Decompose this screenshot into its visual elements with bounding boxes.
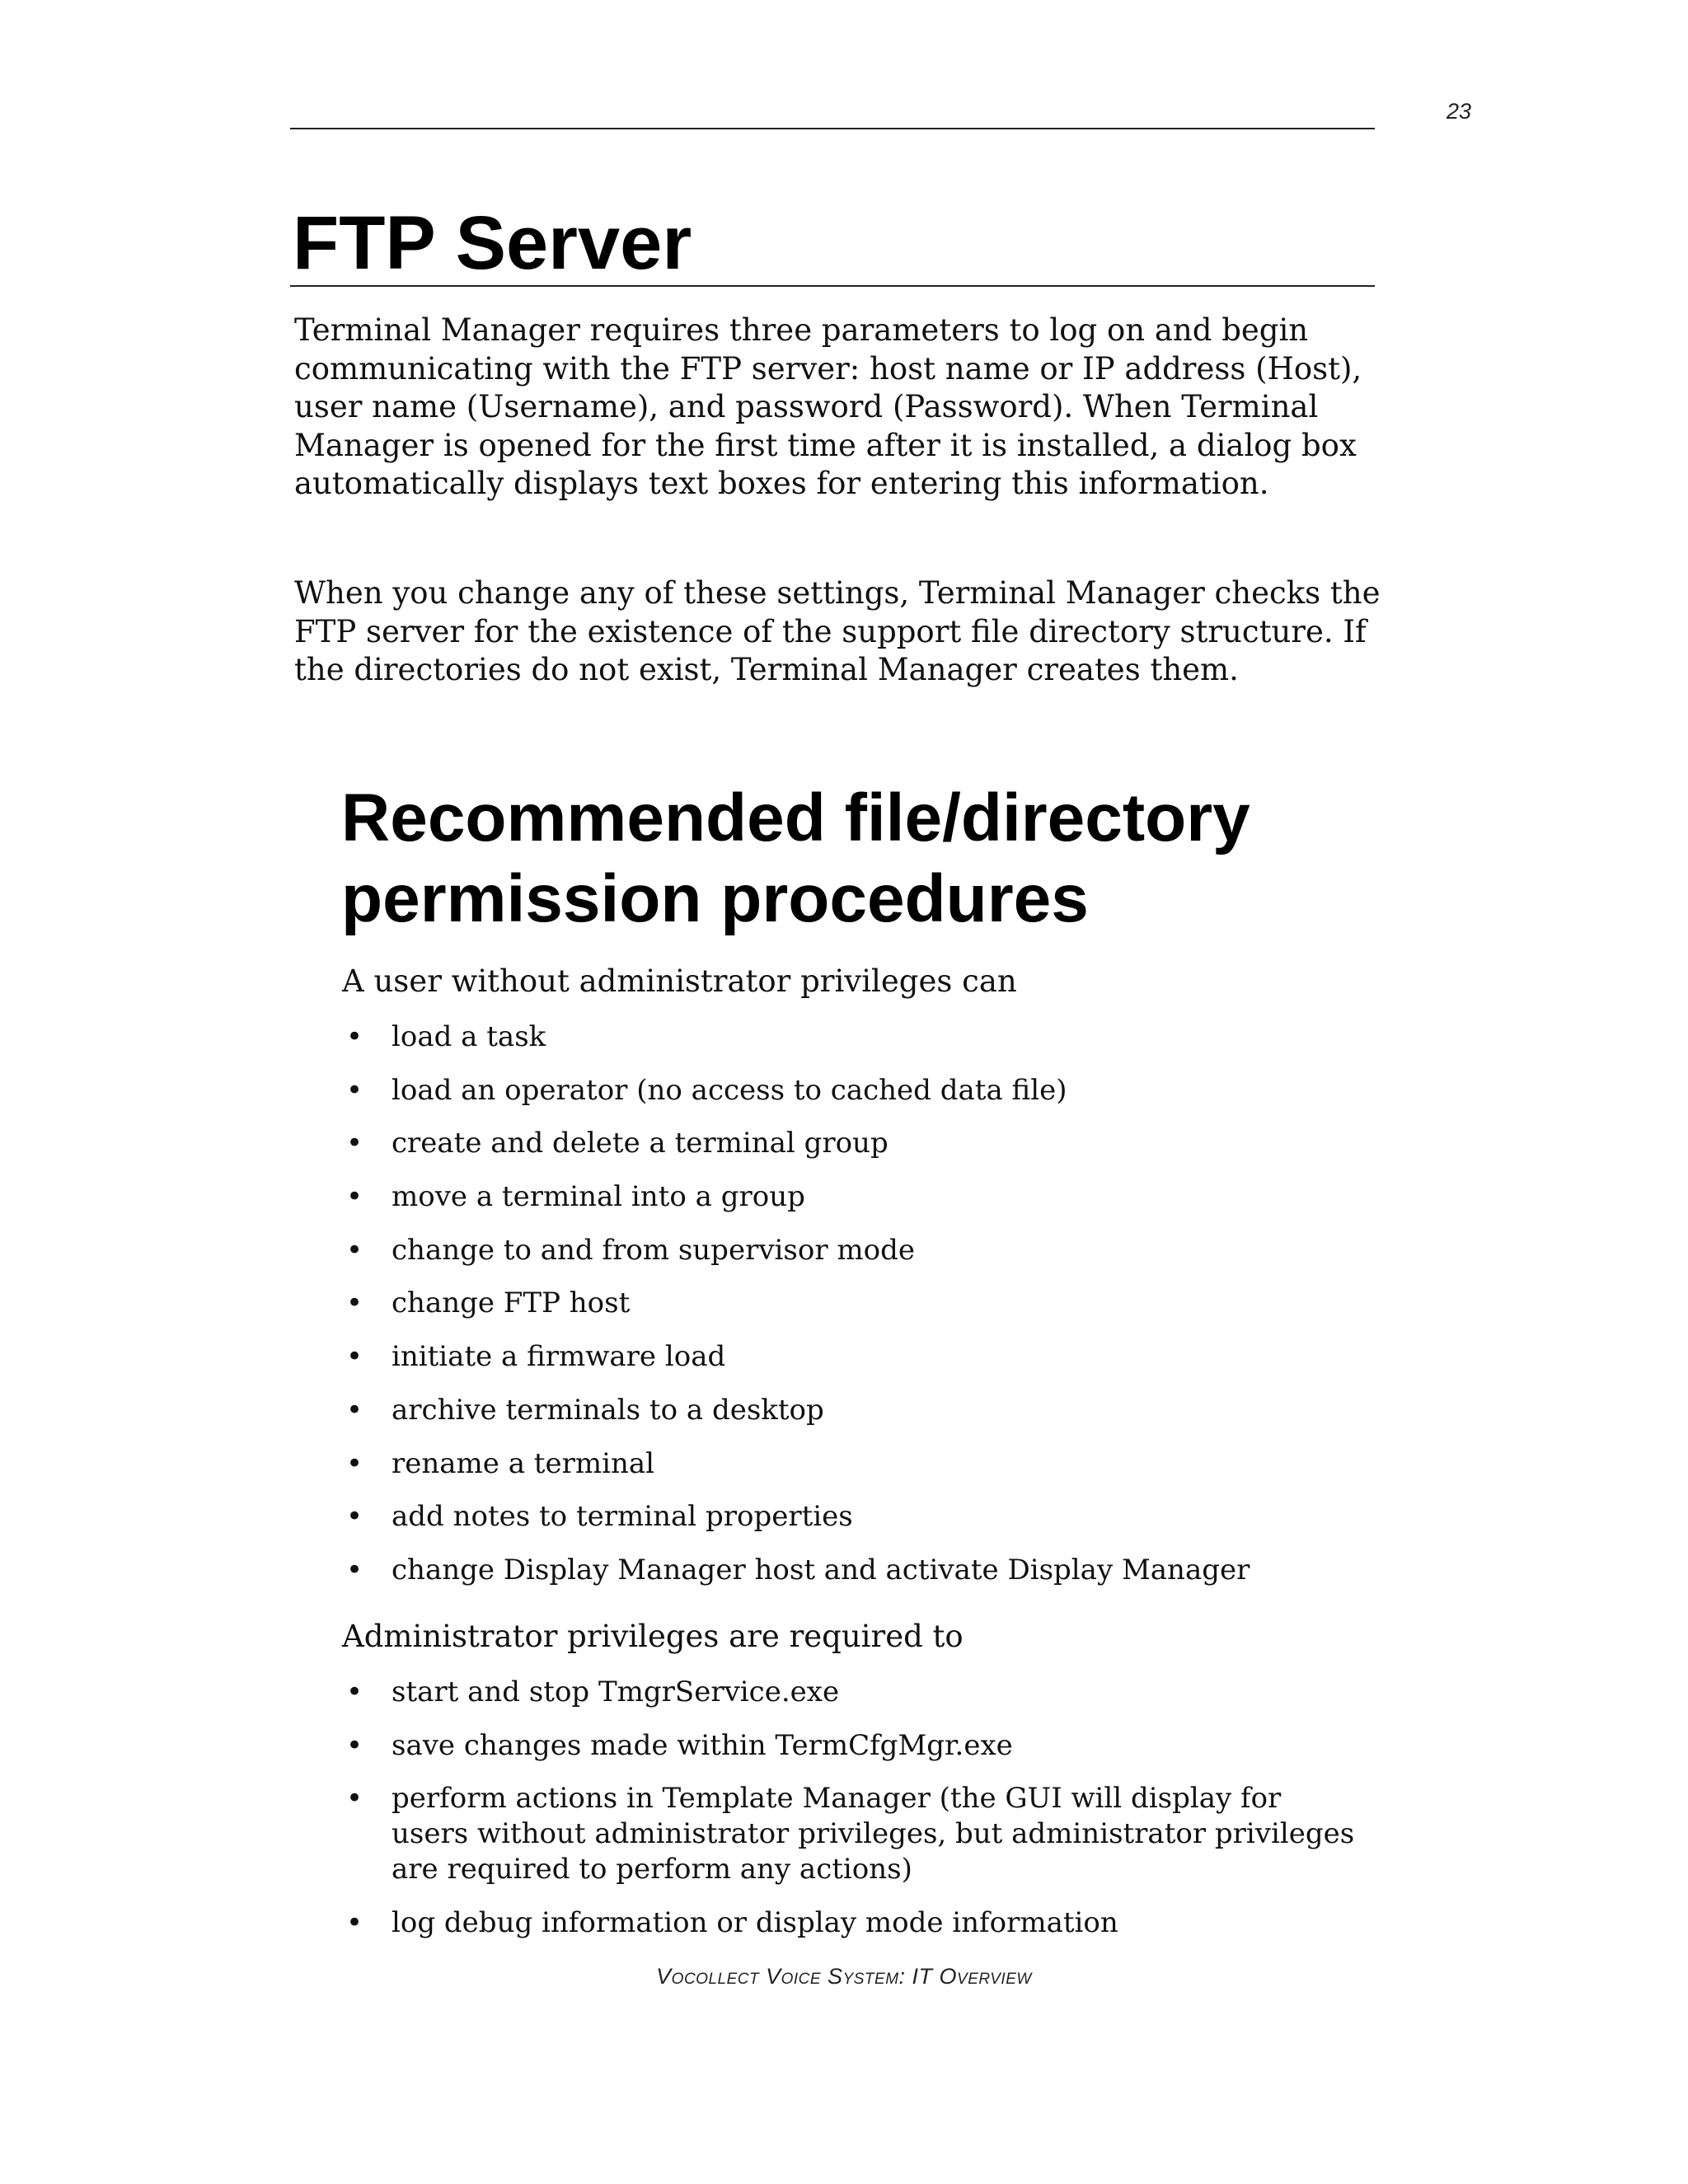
- intro-paragraph: Terminal Manager requires three parameters to log on and begin communicating with the FTP server: host name or IP address (Host), user name (Username), and password (Password). When Terminal Manager is opened for the first time after it is installed, a dialog box automatically displays text boxes for entering this information.: [294, 312, 1362, 501]
- list-item: [342, 1553, 1364, 1588]
- list-item-text: change Display Manager host and activate Display Manager: [392, 1553, 1250, 1586]
- list-item: [342, 1179, 1364, 1215]
- admin-list: [342, 1675, 1364, 1959]
- list-item: [342, 1728, 1364, 1764]
- bullet-icon: •: [346, 1020, 363, 1053]
- list-item-text: add notes to terminal properties: [392, 1500, 853, 1534]
- list-item-text: load an operator (no access to cached data file): [392, 1073, 1067, 1107]
- bullet-icon: •: [346, 1127, 363, 1160]
- bullet-icon: •: [346, 1180, 363, 1214]
- header-rule: [290, 128, 1375, 129]
- list-item: [342, 1905, 1364, 1941]
- list-item-text: initiate a firmware load: [392, 1340, 726, 1374]
- list-item: [342, 1233, 1364, 1268]
- non-admin-lead: A user without administrator privileges can: [342, 963, 1017, 999]
- non-admin-list: [342, 1019, 1364, 1606]
- list-item-text: change to and from supervisor mode: [392, 1233, 915, 1267]
- list-item-text: load a task: [392, 1020, 546, 1053]
- bullet-icon: •: [346, 1728, 363, 1762]
- list-item-text: start and stop TmgrService.exe: [392, 1675, 840, 1708]
- bullet-icon: •: [346, 1340, 363, 1374]
- settings-paragraph: When you change any of these settings, Terminal Manager checks the FTP server for the existence of the support file directory structure. If the directories do not exist, Terminal Manager creates them.: [294, 575, 1381, 687]
- list-item: [342, 1339, 1364, 1375]
- list-item-text: log debug information or display mode information: [392, 1906, 1118, 1940]
- page-footer: Vocollect Voice System: IT Overview: [656, 1964, 1032, 1989]
- page-number: 23: [1447, 99, 1472, 124]
- list-item-text: rename a terminal: [392, 1446, 654, 1480]
- list-item-text: move a terminal into a group: [392, 1180, 805, 1214]
- bullet-icon: •: [346, 1500, 363, 1534]
- bullet-icon: •: [346, 1446, 363, 1480]
- list-item-text: change FTP host: [392, 1286, 631, 1320]
- bullet-icon: •: [346, 1675, 363, 1708]
- list-item: [342, 1393, 1364, 1428]
- list-item-text: save changes made within TermCfgMgr.exe: [392, 1728, 1013, 1762]
- list-item-text: create and delete a terminal group: [392, 1127, 889, 1160]
- list-item: [342, 1073, 1364, 1108]
- list-item: [342, 1499, 1364, 1535]
- list-item: [342, 1126, 1364, 1161]
- admin-lead: Administrator privileges are required to: [342, 1619, 964, 1654]
- list-item: [342, 1019, 1364, 1055]
- bullet-icon: •: [346, 1553, 363, 1586]
- list-item: [342, 1446, 1364, 1482]
- section-title: Recommended file/directory permission procedures: [341, 780, 1250, 936]
- list-item-text: archive terminals to a desktop: [392, 1393, 824, 1427]
- bullet-icon: •: [346, 1073, 363, 1107]
- list-item-text: perform actions in Template Manager (the GUI will display for users without administrator privileges, but administrator privileges are required to perform any actions): [392, 1782, 1355, 1886]
- bullet-icon: •: [346, 1233, 363, 1267]
- list-item: [342, 1286, 1364, 1321]
- title-rule: [290, 285, 1375, 287]
- chapter-title: FTP Server: [293, 201, 692, 285]
- bullet-icon: •: [346, 1286, 363, 1320]
- list-item: [342, 1675, 1364, 1710]
- bullet-icon: •: [346, 1906, 363, 1940]
- bullet-icon: •: [346, 1393, 363, 1427]
- list-item: [342, 1781, 1364, 1887]
- bullet-icon: •: [346, 1782, 363, 1816]
